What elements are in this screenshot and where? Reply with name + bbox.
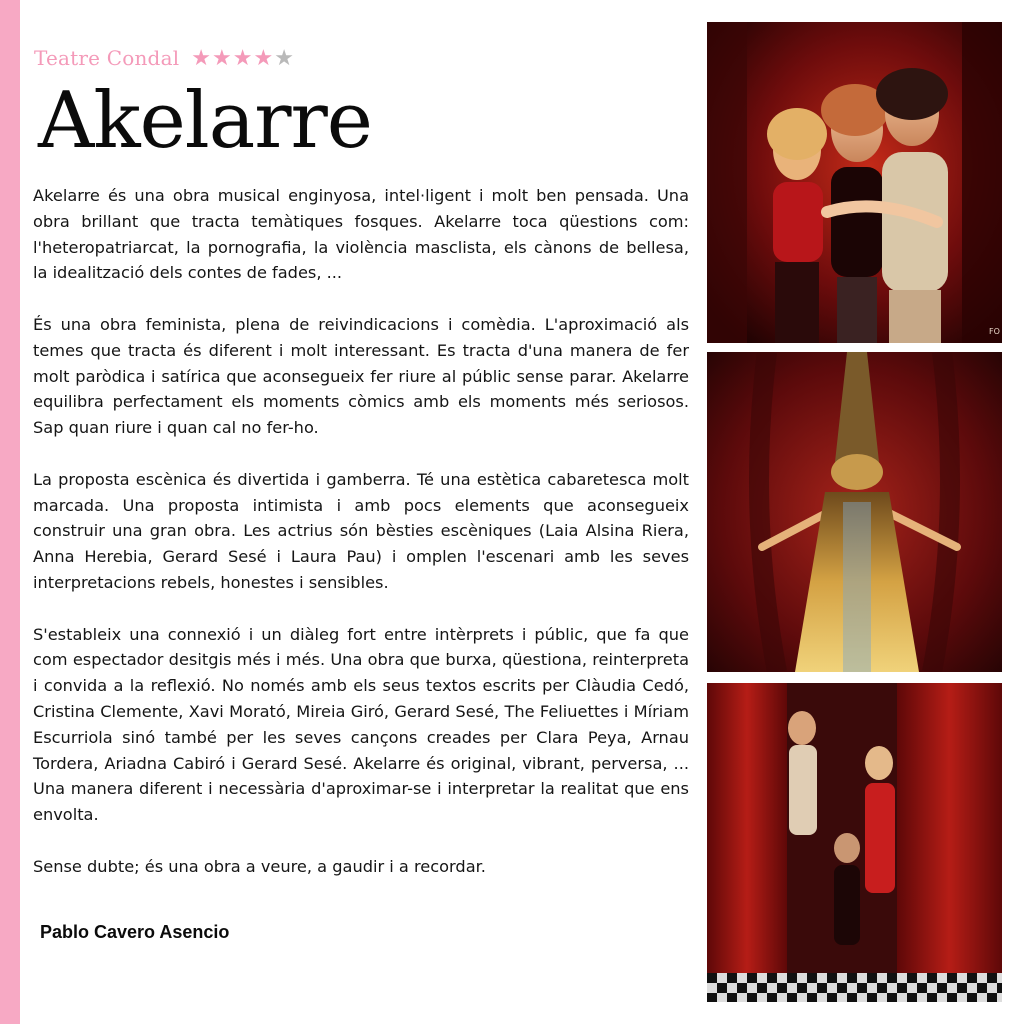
star-icon-half: ★ xyxy=(274,45,294,70)
star-icon: ★ xyxy=(253,45,274,70)
paragraph: La proposta escènica és divertida i gamberra. Té una estètica cabaretesca molt marcada. Una proposta intimista i amb pocs elements que aconsegueix construir una gran obra. Les actrius són bèsties escèniques (Laia Alsina Riera, Anna Herebia, Gerard Sesé i Laura Pau) i omplen l'escenari amb les seves interpretacions rebels, honestes i sensibles. xyxy=(33,469,689,592)
stage-photo-trio xyxy=(707,22,1002,343)
paragraph: S'estableix una connexió i un diàleg fort entre intèrprets i públic, que fa que com espectador desitgis més i més. Una obra que burxa, qüestiona, reinterpreta i convida a la reflexió. No només amb els seus textos escrits per Clàudia Cedó, Cristina Clemente, Xavi Morató, Mireia Giró, Gerard Sesé, The Feliuettes i Míriam Escurriola sinó també per les seves cançons creades per Clara Peya, Arnau Tordera, Ariadna Cabiró i Gerard Sesé. Akelarre és original, vibrant, perversa, ... Una manera diferent i necessària d'aproximar-se i interpretar la realitat que ens envolta. xyxy=(33,624,689,825)
paragraph: És una obra feminista, plena de reivindicacions i comèdia. L'aproximació als temes que tracta és diferent i molt interessant. Es tracta d'una manera de fer molt paròdica i satírica que aconsegueix fer riure al públic sense parar. Akelarre equilibra perfectament els moments còmics amb els moments més seriosos. Sap quan riure i quan cal no fer-ho. xyxy=(33,314,689,438)
star-icon: ★ xyxy=(191,45,212,70)
review-body xyxy=(33,183,689,905)
paragraph: Akelarre és una obra musical enginyosa, intel·ligent i molt ben pensada. Una obra brillant que tracta temàtiques fosques. Akelarre toca qüestions com: l'heteropatriarcat, la pornografia, la violència masclista, els cànons de bellesa, la idealització dels contes de fades, ... xyxy=(33,186,689,283)
paragraph: Sense dubte; és una obra a veure, a gaudir i a recordar. xyxy=(33,856,486,876)
star-icon: ★ xyxy=(232,45,253,70)
venue-rating-row xyxy=(34,44,294,72)
author-name: Pablo Cavero Asencio xyxy=(40,922,230,942)
venue-name: Teatre Condal xyxy=(34,46,180,70)
stage-photo-suspended xyxy=(707,352,1002,672)
stage-photo-curtains xyxy=(707,683,1002,1002)
page-title: Akelarre xyxy=(38,76,372,166)
side-accent-bar xyxy=(0,0,20,1024)
rating-stars xyxy=(191,47,294,69)
star-icon: ★ xyxy=(212,45,232,70)
photo-credit: FO xyxy=(989,327,1000,336)
